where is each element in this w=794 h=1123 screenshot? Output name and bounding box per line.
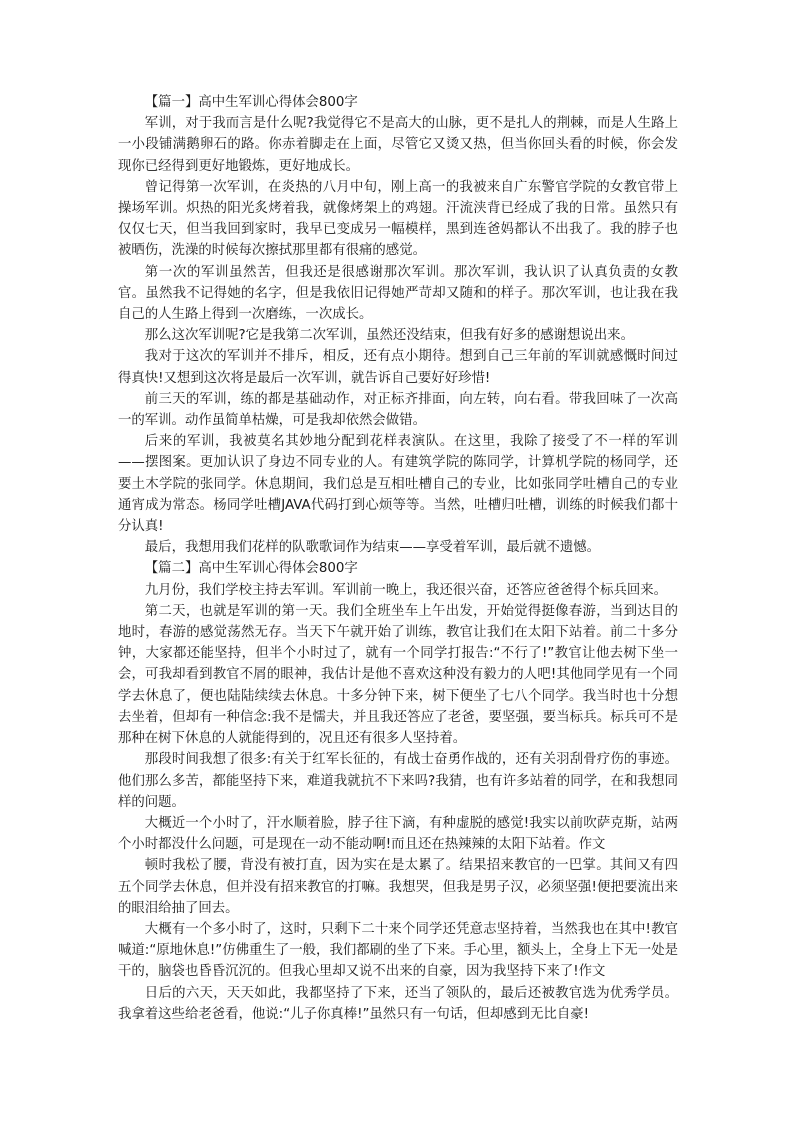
- essay-2-paragraph: 那段时间我想了很多:有关于红军长征的，有战士奋勇作战的，还有关羽刮骨疗伤的事迹。他们那么多苦，都能坚持下来，难道我就抗不下来吗?我猜，也有许多站着的同学，在和我想同样的问题。: [118, 752, 678, 810]
- essay-1-paragraph: 我对于这次的军训并不排斥，相反，还有点小期待。想到自己三年前的军训就感慨时间过得真快!又想到这次将是最后一次军训，就告诉自己要好好珍惜!: [118, 349, 678, 386]
- essay-2-paragraph: 大概近一个小时了，汗水顺着脸，脖子往下滴，有种虚脱的感觉!我实以前吹萨克斯，站两个小时都没什么问题，可是现在一动不能动啊!而且还在热辣辣的太阳下站着。作文: [118, 815, 678, 853]
- essay-2-title: 【篇二】高中生军训心得体会800字: [144, 561, 358, 577]
- essay-1-paragraph: 最后，我想用我们花样的队歌歌词作为结束——享受着军训，最后就不遗憾。: [144, 540, 601, 556]
- essay-2-paragraph: 日后的六天，天天如此，我都坚持了下来，还当了领队的，最后还被教官选为优秀学员。我拿着这些给老爸看，他说:“儿子你真棒!”虽然只有一句话，但却感到无比自豪!: [118, 985, 678, 1022]
- essay-1-paragraph: 那么这次军训呢?它是我第二次军训，虽然还没结束，但我有好多的感谢想说出来。: [144, 328, 634, 344]
- essay-1-paragraph: 军训，对于我而言是什么呢?我觉得它不是高大的山脉，更不是扎人的荆棘，而是人生路上一小段铺满鹅卵石的路。你赤着脚走在上面，尽管它又烫又热，但当你回头看的时候，你会发现你已经得到更好地锻炼，更好地成长。: [118, 116, 678, 174]
- essay-1-title: 【篇一】高中生军训心得体会800字: [144, 95, 358, 110]
- essay-2-paragraph: 顿时我松了腰，背没有被打直，因为实在是太累了。结果招来教官的一巴掌。其间又有四五个同学去休息，但并没有招来教官的打嘛。我想哭，但我是男子汉，必须坚强!便把要流出来的眼泪给抽了回去。: [118, 858, 678, 916]
- document-page: [118, 92, 678, 1025]
- essay-2-paragraph: 大概有一个多小时了，这时，只剩下二十来个同学还凭意志坚持着，当然我也在其中!教官喊道:“原地休息!”仿佛重生了一般，我们都刷的坐了下来。手心里，额头上，全身上下无一处是干的，脑袋也昏昏沉沉的。但我心里却又说不出来的自豪，因为我坚持下来了!作文: [118, 921, 678, 980]
- essay-1-paragraph: 前三天的军训，练的都是基础动作，对正标齐排面，向左转，向右看。带我回味了一次高一的军训。动作虽简单枯燥，可是我却依然会做错。: [118, 391, 678, 429]
- essay-1-paragraph: 后来的军训，我被莫名其妙地分配到花样表演队。在这里，我除了接受了不一样的军训——摆图案。更加认识了身边不同专业的人。有建筑学院的陈同学，计算机学院的杨同学，还要土木学院的张同学。休息期间，我们总是互相吐槽自己的专业，比如张同学吐槽自己的专业通宵成为常态。杨同学吐槽JAVA代码打到心烦等等。当然，吐槽归吐槽，训练的时候我们都十分认真!: [118, 434, 678, 535]
- essay-2-paragraph: 第二天，也就是军训的第一天。我们全班坐车上午出发，开始觉得挺像春游，当到达目的地时，春游的感觉荡然无存。当天下午就开始了训练，教官让我们在太阳下站着。前二十多分钟，大家都还能坚持，但半个小时过了，就有一个同学打报告:“不行了!”教官让他去树下坐一会，可我却看到教官不屑的眼神，我估计是他不喜欢这种没有毅力的人吧!其他同学见有一个同学去休息了，便也陆陆续续去休息。十多分钟下来，树下便坐了七八个同学。我当时也十分想去坐着，但却有一种信念:我不是懦夫，并且我还答应了老爸，要坚强，要当标兵。标兵可不是那种在树下休息的人就能得到的，况且还有很多人坚持着。: [118, 603, 678, 747]
- essay-1-paragraph: 曾记得第一次军训，在炎热的八月中旬，刚上高一的我被来自广东警官学院的女教官带上操场军训。炽热的阳光炙烤着我，就像烤架上的鸡翅。汗流浃背已经成了我的日常。虽然只有仅仅七天，但当我回到家时，我早已变成另一幅模样，黑到连爸妈都认不出我了。我的脖子也被晒伤，洗澡的时候每次擦拭那里都有很痛的感觉。: [118, 179, 678, 259]
- essay-2-paragraph: 九月份，我们学校主持去军训。军训前一晚上，我还很兴奋，还答应爸爸得个标兵回来。: [144, 582, 668, 598]
- essay-1-paragraph: 第一次的军训虽然苦，但我还是很感谢那次军训。那次军训，我认识了认真负责的女教官。虽然我不记得她的名字，但是我依旧记得她严苛却又随和的样子。那次军训，也让我在我自己的人生路上得到一次磨练，一次成长。: [118, 264, 678, 323]
